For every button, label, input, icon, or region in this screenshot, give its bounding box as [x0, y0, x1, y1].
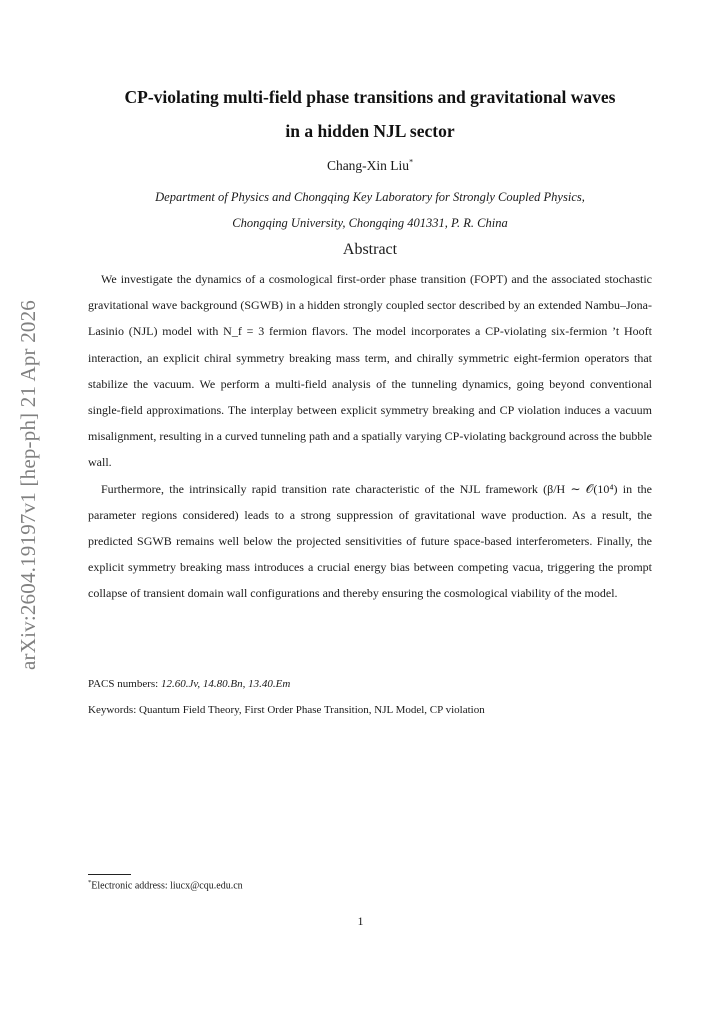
page-number: 1 [357, 914, 364, 928]
keywords: Keywords: Quantum Field Theory, First Order Phase Transition, NJL Model, CP violation [88, 704, 485, 716]
abstract-body [88, 266, 652, 607]
author-line [60, 158, 680, 174]
paper-title [60, 80, 680, 148]
abstract-paragraph-1: We investigate the dynamics of a cosmological first-order phase transition (FOPT) and the associated stochastic gravitational wave background (SGWB) in a hidden strongly coupled sector described by an extended Nambu–Jona-Lasinio (NJL) model with N_f = 3 fermion flavors. The model incorporates a CP-violating six-fermion ’t Hooft interaction, an explicit chiral symmetry breaking mass term, and chirally symmetric eight-fermion operators that stabilize the vacuum. We perform a multi-field analysis of the tunneling dynamics, going beyond conventional single-field approximations. The interplay between explicit symmetry breaking and CP violation induces a vacuum misalignment, resulting in a curved tunneling path and a spatially varying CP-violating background across the bubble wall. [88, 272, 652, 470]
footnote-text: Electronic address: liucx@cqu.edu.cn [91, 880, 243, 892]
title-line-1: CP-violating multi-field phase transitions and gravitational waves [124, 87, 616, 107]
pacs-numbers [88, 678, 290, 690]
footnote-mark: * [88, 879, 92, 886]
abstract-heading: Abstract [342, 241, 398, 258]
author-footnote-mark: * [409, 157, 414, 167]
pacs-label: PACS numbers: [88, 678, 159, 690]
affiliation-line-1: Department of Physics and Chongqing Key Laboratory for Strongly Coupled Physics, [155, 190, 585, 204]
author-name: Chang-Xin Liu [326, 158, 410, 173]
title-line-2: in a hidden NJL sector [285, 121, 455, 141]
footnote [88, 879, 243, 891]
footnote-rule [88, 874, 131, 875]
affiliation [60, 184, 680, 236]
abstract-paragraph-2: Furthermore, the intrinsically rapid transition rate characteristic of the NJL framework (β/H ∼ 𝒪(10⁴) in the parameter regions considered) leads to a strong suppression of gravitational wave production. As a result, the predicted SGWB remains well below the projected sensitivities of future space-based interferometers. Finally, the explicit symmetry breaking mass introduces a crucial energy bias between competing vacua, triggering the prompt collapse of transient domain wall configurations and thereby ensuring the cosmological viability of the model. [88, 481, 652, 601]
affiliation-line-2: Chongqing University, Chongqing 401331, P. R. China [232, 216, 508, 230]
arxiv-identifier-stamp: arXiv:2604.19197v1 [hep-ph] 21 Apr 2026 [16, 300, 40, 670]
pacs-codes: 12.60.Jv, 14.80.Bn, 13.40.Em [160, 678, 291, 690]
